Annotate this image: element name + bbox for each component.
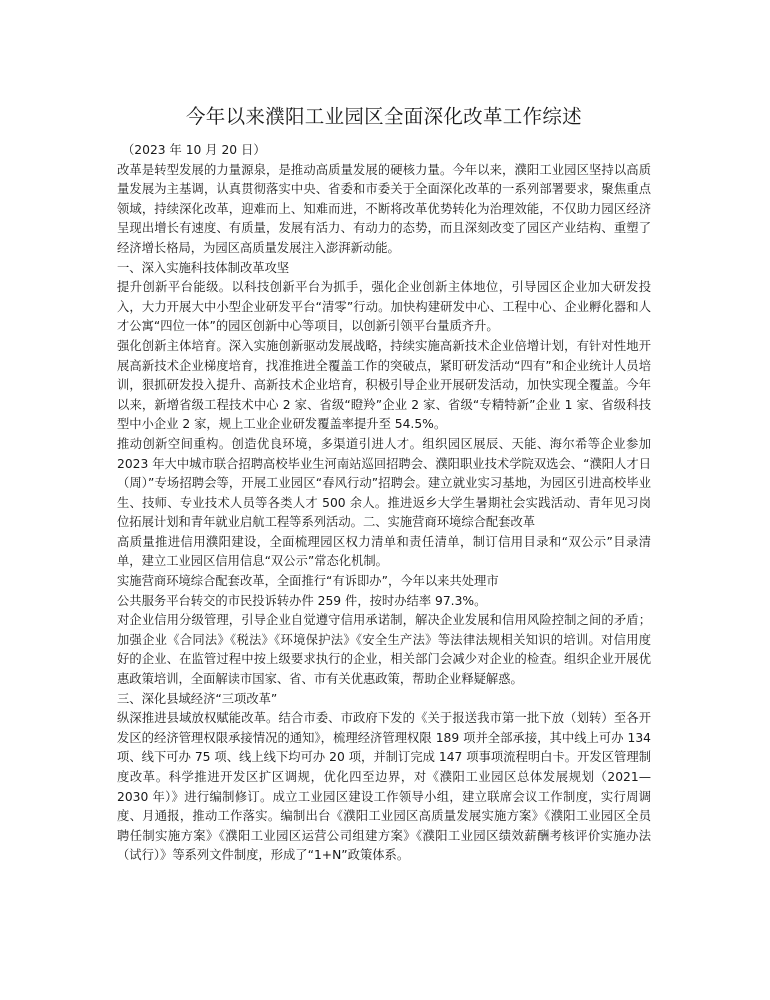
paragraph: 对企业信用分级管理，引导企业自觉遵守信用承诺制，解决企业发展和信用风险控制之间的矛盾；加强企业《合同法》《税法》《环境保护法》《安全生产法》等法律法规相关知识的培训。对信用度好的企业、在监管过程中按上级要求执行的企业，相关部门会减少对企业的检查。组织企业开展优惠政策培训，全面解读市国家、省、市有关优惠政策，帮助企业释疑解惑。 (117, 613, 651, 687)
paragraph-intro: 改革是转型发展的力量源泉，是推动高质量发展的硬核力量。今年以来，濮阳工业园区坚持以高质量发展为主基调，认真贯彻落实中央、省委和市委关于全面深化改革的一系列部署要求，聚焦重点领域，持续深化改革，迎难而上、知难而进，不断将改革优势转化为治理效能，不仅助力园区经济呈现出增长有速度、有质量，发展有活力、有动力的态势，而且深刻改变了园区产业结构、重塑了经济增长格局，为园区高质量发展注入澎湃新动能。 (117, 162, 651, 255)
paragraph: 强化创新主体培育。深入实施创新驱动发展战略，持续实施高新技术企业倍增计划，有针对性地开展高新技术企业梯度培育，找准推进全覆盖工作的突破点，紧盯研发活动“四有”和企业统计人员培训，狠抓研发投入提升、高新技术企业培育，积极引导企业开展研发活动，加快实现全覆盖。今年以来，新增省级工程技术中心 2 家、省级“瞪羚”企业 2 家、省级“专精特新”企业 1 家、省级科技型中小企业 2 家，规上工业企业研发覆盖率提升至 54.5%。 (117, 338, 651, 432)
paragraph: 提升创新平台能级。以科技创新平台为抓手，强化企业创新主体地位，引导园区企业加大研发投入，大力开展大中小型企业研发平台“清零”行动。加快构建研发中心、工程中心、企业孵化器和人才公寓“四位一体”的园区创新中心等项目，以创新引领平台量质齐升。 (117, 280, 651, 334)
paragraph: 高质量推进信用濮阳建设，全面梳理园区权力清单和责任清单，制订信用目录和“双公示”目录清单，建立工业园区信用信息“双公示”常态化机制。 (117, 534, 651, 569)
paragraph: 公共服务平台转交的市民投诉转办件 259 件，按时办结率 97.3%。 (117, 593, 487, 608)
paragraph: 纵深推进县域放权赋能改革。结合市委、市政府下发的《关于报送我市第一批下放（划转）至各开发区的经济管理权限承接情况的通知》，梳理经济管理权限 189 项并全部承接，其中线上可办 134 项、线下可办 75 项、线上线下均可办 20 项，并制订完成 147 项事项流程明白卡。开发区管理制度改革。科学推进开发区扩区调规，优化四至边界，对《濮阳工业园区总体发展规划（2021—2030 年）》进行编制修订。成立工业园区建设工作领导小组，建立联席会议工作制度，实行周调度、月通报，推动工作落实。编制出台《濮阳工业园区高质量发展实施方案》《濮阳工业园区全员聘任制实施方案》《濮阳工业园区运营公司组建方案》《濮阳工业园区绩效薪酬考核评价实施办法（试行）》等系列文件制度，形成了“1+N”政策体系。 (117, 711, 651, 863)
paragraph: 推动创新空间重构。创造优良环境，多渠道引进人才。组织园区展辰、天能、海尔希等企业参加 2023 年大中城市联合招聘高校毕业生河南站巡回招聘会、濮阳职业技术学院双选会、“濮阳人才日（周）”专场招聘会等，开展工业园区“春风行动”招聘会。建立就业实习基地，为园区引进高校毕业生、技师、专业技术人员等各类人才 500 余人。推进返乡大学生暑期社会实践活动、青年见习岗位拓展计划和青年就业启航工程等系列活动。二、实施营商环境综合配套改革 (117, 436, 651, 530)
document-title: 今年以来濮阳工业园区全面深化改革工作综述 (185, 105, 582, 128)
section-heading-1: 一、深入实施科技体制改革攻坚 (117, 260, 290, 275)
document-body (117, 141, 651, 866)
section-heading-3: 三、深化县域经济“三项改革” (117, 691, 278, 706)
document-date: （2023 年 10 月 20 日） (122, 143, 266, 157)
paragraph: 实施营商环境综合配套改革，全面推行“有诉即办”，今年以来共处理市 (117, 574, 499, 589)
